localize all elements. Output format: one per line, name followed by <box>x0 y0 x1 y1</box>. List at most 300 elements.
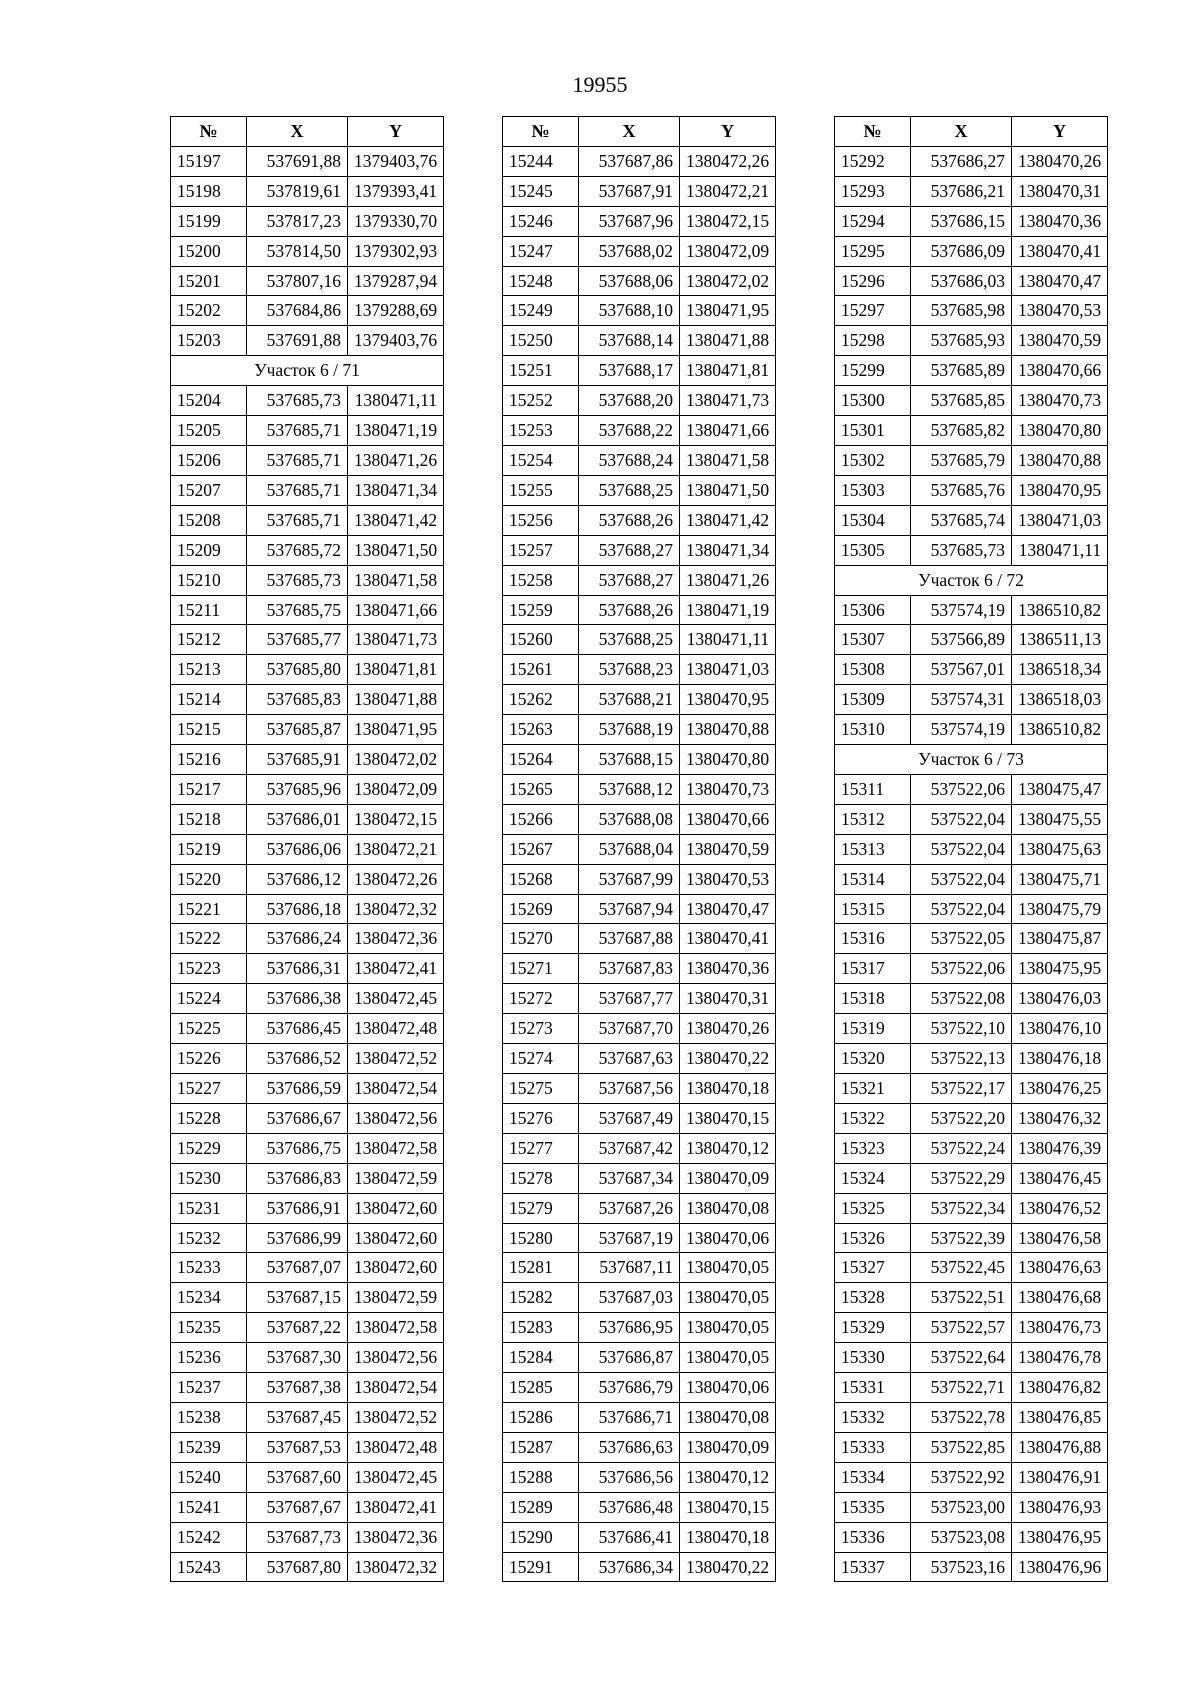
point-number: 15214 <box>171 685 247 715</box>
y-coordinate: 1380470,66 <box>1012 356 1108 386</box>
x-coordinate: 537687,99 <box>579 864 680 894</box>
x-coordinate: 537522,17 <box>911 1074 1012 1104</box>
x-coordinate: 537685,73 <box>911 535 1012 565</box>
x-coordinate: 537522,08 <box>911 984 1012 1014</box>
y-coordinate: 1380470,95 <box>680 685 776 715</box>
point-number: 15255 <box>503 475 579 505</box>
point-number: 15228 <box>171 1103 247 1133</box>
point-number: 15247 <box>503 236 579 266</box>
point-number: 15256 <box>503 505 579 535</box>
x-coordinate: 537687,07 <box>247 1253 348 1283</box>
y-coordinate: 1380470,22 <box>680 1044 776 1074</box>
x-coordinate: 537686,75 <box>247 1133 348 1163</box>
y-coordinate: 1380470,36 <box>680 954 776 984</box>
point-number: 15279 <box>503 1193 579 1223</box>
table-row <box>171 804 444 834</box>
table-row <box>835 1044 1108 1074</box>
point-number: 15287 <box>503 1432 579 1462</box>
y-coordinate: 1380471,42 <box>680 505 776 535</box>
y-coordinate: 1380472,59 <box>348 1163 444 1193</box>
table-row <box>503 1044 776 1074</box>
x-coordinate: 537522,51 <box>911 1283 1012 1313</box>
table-row <box>503 774 776 804</box>
table-row <box>171 266 444 296</box>
table-row <box>171 475 444 505</box>
table-row <box>171 236 444 266</box>
x-coordinate: 537686,12 <box>247 864 348 894</box>
y-coordinate: 1380471,95 <box>680 296 776 326</box>
point-number: 15304 <box>835 505 911 535</box>
point-number: 15285 <box>503 1373 579 1403</box>
x-coordinate: 537685,87 <box>247 715 348 745</box>
y-coordinate: 1380472,48 <box>348 1432 444 1462</box>
table-header-row <box>835 117 1108 147</box>
x-coordinate: 537686,56 <box>579 1462 680 1492</box>
table-row <box>171 416 444 446</box>
table-row <box>503 445 776 475</box>
y-coordinate: 1386510,82 <box>1012 715 1108 745</box>
x-coordinate: 537687,38 <box>247 1373 348 1403</box>
point-number: 15332 <box>835 1402 911 1432</box>
y-coordinate: 1380470,12 <box>680 1462 776 1492</box>
section-row <box>835 745 1108 775</box>
table-row <box>171 445 444 475</box>
x-coordinate: 537686,95 <box>579 1313 680 1343</box>
point-number: 15326 <box>835 1223 911 1253</box>
table-row <box>835 1462 1108 1492</box>
table-row <box>503 1253 776 1283</box>
table-row <box>171 1283 444 1313</box>
x-coordinate: 537574,19 <box>911 715 1012 745</box>
y-coordinate: 1380476,63 <box>1012 1253 1108 1283</box>
x-coordinate: 537523,08 <box>911 1522 1012 1552</box>
x-coordinate: 537522,85 <box>911 1432 1012 1462</box>
x-coordinate: 537688,19 <box>579 715 680 745</box>
point-number: 15272 <box>503 984 579 1014</box>
table-row <box>171 894 444 924</box>
x-coordinate: 537686,71 <box>579 1402 680 1432</box>
y-coordinate: 1380470,47 <box>680 894 776 924</box>
table-row <box>835 774 1108 804</box>
table-row <box>835 1193 1108 1223</box>
point-number: 15303 <box>835 475 911 505</box>
x-coordinate: 537687,15 <box>247 1283 348 1313</box>
y-coordinate: 1380476,68 <box>1012 1283 1108 1313</box>
table-row <box>835 475 1108 505</box>
y-coordinate: 1380470,53 <box>1012 296 1108 326</box>
table-row <box>171 1133 444 1163</box>
x-coordinate: 537522,04 <box>911 894 1012 924</box>
table-row <box>171 715 444 745</box>
y-coordinate: 1380476,95 <box>1012 1522 1108 1552</box>
table-row <box>503 655 776 685</box>
point-number: 15262 <box>503 685 579 715</box>
y-coordinate: 1380471,03 <box>1012 505 1108 535</box>
x-coordinate: 537686,18 <box>247 894 348 924</box>
table-row <box>835 386 1108 416</box>
y-coordinate: 1379393,41 <box>348 176 444 206</box>
table-row <box>171 745 444 775</box>
point-number: 15276 <box>503 1103 579 1133</box>
y-coordinate: 1379288,69 <box>348 296 444 326</box>
y-coordinate: 1380471,42 <box>348 505 444 535</box>
y-coordinate: 1380472,02 <box>348 745 444 775</box>
point-number: 15241 <box>171 1492 247 1522</box>
table-header-row <box>171 117 444 147</box>
table-row <box>835 954 1108 984</box>
y-coordinate: 1380472,52 <box>348 1402 444 1432</box>
table-row <box>171 1044 444 1074</box>
x-coordinate: 537688,14 <box>579 326 680 356</box>
y-coordinate: 1380472,59 <box>348 1283 444 1313</box>
point-number: 15226 <box>171 1044 247 1074</box>
point-number: 15197 <box>171 146 247 176</box>
y-coordinate: 1380472,45 <box>348 1462 444 1492</box>
point-number: 15227 <box>171 1074 247 1104</box>
table-row <box>835 1373 1108 1403</box>
point-number: 15265 <box>503 774 579 804</box>
y-coordinate: 1380472,32 <box>348 1552 444 1582</box>
y-coordinate: 1380471,11 <box>680 625 776 655</box>
table-row <box>171 1193 444 1223</box>
table-row <box>503 625 776 655</box>
table-row <box>503 475 776 505</box>
coordinates-table-2 <box>502 116 776 1582</box>
y-coordinate: 1380471,66 <box>680 416 776 446</box>
x-coordinate: 537522,04 <box>911 834 1012 864</box>
point-number: 15206 <box>171 445 247 475</box>
x-coordinate: 537686,91 <box>247 1193 348 1223</box>
y-coordinate: 1380471,66 <box>348 595 444 625</box>
point-number: 15322 <box>835 1103 911 1133</box>
y-coordinate: 1380476,18 <box>1012 1044 1108 1074</box>
y-coordinate: 1380470,05 <box>680 1313 776 1343</box>
y-coordinate: 1380471,88 <box>348 685 444 715</box>
table-row <box>503 535 776 565</box>
point-number: 15209 <box>171 535 247 565</box>
table-row <box>503 416 776 446</box>
point-number: 15219 <box>171 834 247 864</box>
x-coordinate: 537684,86 <box>247 296 348 326</box>
point-number: 15261 <box>503 655 579 685</box>
column-header-y: Y <box>348 117 444 147</box>
point-number: 15201 <box>171 266 247 296</box>
table-row <box>503 1103 776 1133</box>
x-coordinate: 537522,05 <box>911 924 1012 954</box>
point-number: 15202 <box>171 296 247 326</box>
point-number: 15269 <box>503 894 579 924</box>
point-number: 15284 <box>503 1343 579 1373</box>
y-coordinate: 1380471,50 <box>348 535 444 565</box>
point-number: 15282 <box>503 1283 579 1313</box>
table-row <box>171 1343 444 1373</box>
y-coordinate: 1380472,41 <box>348 1492 444 1522</box>
y-coordinate: 1380470,36 <box>1012 206 1108 236</box>
table-row <box>171 625 444 655</box>
y-coordinate: 1380472,54 <box>348 1373 444 1403</box>
table-row <box>171 1402 444 1432</box>
y-coordinate: 1380470,73 <box>1012 386 1108 416</box>
y-coordinate: 1380475,63 <box>1012 834 1108 864</box>
y-coordinate: 1380476,85 <box>1012 1402 1108 1432</box>
table-row <box>503 1193 776 1223</box>
point-number: 15199 <box>171 206 247 236</box>
x-coordinate: 537685,71 <box>247 445 348 475</box>
table-row <box>171 1522 444 1552</box>
point-number: 15333 <box>835 1432 911 1462</box>
table-row <box>835 1253 1108 1283</box>
table-row <box>171 1253 444 1283</box>
x-coordinate: 537685,91 <box>247 745 348 775</box>
x-coordinate: 537687,30 <box>247 1343 348 1373</box>
y-coordinate: 1380470,59 <box>680 834 776 864</box>
table-row <box>503 236 776 266</box>
x-coordinate: 537686,24 <box>247 924 348 954</box>
y-coordinate: 1380472,36 <box>348 1522 444 1552</box>
point-number: 15267 <box>503 834 579 864</box>
table-row <box>171 655 444 685</box>
table-row <box>171 146 444 176</box>
point-number: 15307 <box>835 625 911 655</box>
point-number: 15217 <box>171 774 247 804</box>
table-row <box>503 1373 776 1403</box>
point-number: 15293 <box>835 176 911 206</box>
y-coordinate: 1380472,09 <box>680 236 776 266</box>
x-coordinate: 537685,74 <box>911 505 1012 535</box>
y-coordinate: 1380471,81 <box>680 356 776 386</box>
x-coordinate: 537687,88 <box>579 924 680 954</box>
table-row <box>835 655 1108 685</box>
table-row <box>503 326 776 356</box>
point-number: 15220 <box>171 864 247 894</box>
x-coordinate: 537522,13 <box>911 1044 1012 1074</box>
table-row <box>171 565 444 595</box>
y-coordinate: 1380470,08 <box>680 1402 776 1432</box>
table-row <box>171 1462 444 1492</box>
x-coordinate: 537686,79 <box>579 1373 680 1403</box>
x-coordinate: 537522,04 <box>911 804 1012 834</box>
x-coordinate: 537686,87 <box>579 1343 680 1373</box>
column-header-x: X <box>247 117 348 147</box>
point-number: 15249 <box>503 296 579 326</box>
table-row <box>835 416 1108 446</box>
point-number: 15298 <box>835 326 911 356</box>
x-coordinate: 537685,71 <box>247 475 348 505</box>
point-number: 15212 <box>171 625 247 655</box>
table-row <box>835 1492 1108 1522</box>
x-coordinate: 537685,77 <box>247 625 348 655</box>
x-coordinate: 537687,26 <box>579 1193 680 1223</box>
x-coordinate: 537522,71 <box>911 1373 1012 1403</box>
y-coordinate: 1380472,09 <box>348 774 444 804</box>
table-row <box>171 1074 444 1104</box>
table-row <box>835 326 1108 356</box>
point-number: 15225 <box>171 1014 247 1044</box>
x-coordinate: 537687,60 <box>247 1462 348 1492</box>
point-number: 15275 <box>503 1074 579 1104</box>
table-row <box>835 1402 1108 1432</box>
point-number: 15334 <box>835 1462 911 1492</box>
y-coordinate: 1379403,76 <box>348 326 444 356</box>
y-coordinate: 1380476,03 <box>1012 984 1108 1014</box>
table-row <box>503 1432 776 1462</box>
table-row <box>835 1283 1108 1313</box>
x-coordinate: 537688,12 <box>579 774 680 804</box>
table-row <box>503 954 776 984</box>
table-row <box>503 595 776 625</box>
table-row <box>171 206 444 236</box>
table-row <box>835 206 1108 236</box>
x-coordinate: 537687,67 <box>247 1492 348 1522</box>
x-coordinate: 537688,22 <box>579 416 680 446</box>
point-number: 15254 <box>503 445 579 475</box>
table-row <box>171 774 444 804</box>
table-row <box>171 834 444 864</box>
x-coordinate: 537523,00 <box>911 1492 1012 1522</box>
y-coordinate: 1380472,15 <box>348 804 444 834</box>
y-coordinate: 1380470,95 <box>1012 475 1108 505</box>
y-coordinate: 1386518,34 <box>1012 655 1108 685</box>
y-coordinate: 1380471,58 <box>348 565 444 595</box>
point-number: 15242 <box>171 1522 247 1552</box>
table-row <box>171 1014 444 1044</box>
y-coordinate: 1380476,45 <box>1012 1163 1108 1193</box>
point-number: 15286 <box>503 1402 579 1432</box>
table-row <box>503 864 776 894</box>
y-coordinate: 1380470,53 <box>680 864 776 894</box>
point-number: 15288 <box>503 1462 579 1492</box>
x-coordinate: 537522,64 <box>911 1343 1012 1373</box>
table-row <box>171 1223 444 1253</box>
y-coordinate: 1380471,81 <box>348 655 444 685</box>
x-coordinate: 537687,45 <box>247 1402 348 1432</box>
x-coordinate: 537685,83 <box>247 685 348 715</box>
x-coordinate: 537685,72 <box>247 535 348 565</box>
x-coordinate: 537686,41 <box>579 1522 680 1552</box>
section-title: Участок 6 / 71 <box>171 356 444 386</box>
y-coordinate: 1386511,13 <box>1012 625 1108 655</box>
table-row <box>835 834 1108 864</box>
point-number: 15305 <box>835 535 911 565</box>
x-coordinate: 537522,06 <box>911 954 1012 984</box>
point-number: 15213 <box>171 655 247 685</box>
point-number: 15312 <box>835 804 911 834</box>
x-coordinate: 537687,83 <box>579 954 680 984</box>
x-coordinate: 537686,27 <box>911 146 1012 176</box>
point-number: 15207 <box>171 475 247 505</box>
x-coordinate: 537686,63 <box>579 1432 680 1462</box>
point-number: 15309 <box>835 685 911 715</box>
point-number: 15280 <box>503 1223 579 1253</box>
y-coordinate: 1380475,87 <box>1012 924 1108 954</box>
table-row <box>503 206 776 236</box>
table-row <box>503 1522 776 1552</box>
section-title: Участок 6 / 72 <box>835 565 1108 595</box>
section-title: Участок 6 / 73 <box>835 745 1108 775</box>
y-coordinate: 1380470,15 <box>680 1103 776 1133</box>
y-coordinate: 1380472,56 <box>348 1343 444 1373</box>
table-row <box>171 1552 444 1582</box>
y-coordinate: 1380471,88 <box>680 326 776 356</box>
x-coordinate: 537685,75 <box>247 595 348 625</box>
x-coordinate: 537687,94 <box>579 894 680 924</box>
y-coordinate: 1380470,26 <box>680 1014 776 1044</box>
point-number: 15308 <box>835 655 911 685</box>
table-row <box>835 924 1108 954</box>
point-number: 15224 <box>171 984 247 1014</box>
point-number: 15299 <box>835 356 911 386</box>
point-number: 15264 <box>503 745 579 775</box>
x-coordinate: 537686,59 <box>247 1074 348 1104</box>
table-row <box>171 954 444 984</box>
table-row <box>171 1373 444 1403</box>
y-coordinate: 1380472,54 <box>348 1074 444 1104</box>
y-coordinate: 1380472,58 <box>348 1313 444 1343</box>
point-number: 15300 <box>835 386 911 416</box>
table-row <box>835 595 1108 625</box>
x-coordinate: 537574,19 <box>911 595 1012 625</box>
table-row <box>171 296 444 326</box>
y-coordinate: 1380470,18 <box>680 1074 776 1104</box>
point-number: 15232 <box>171 1223 247 1253</box>
x-coordinate: 537686,48 <box>579 1492 680 1522</box>
table-row <box>835 1313 1108 1343</box>
y-coordinate: 1380471,26 <box>348 445 444 475</box>
x-coordinate: 537688,10 <box>579 296 680 326</box>
table-row <box>503 1552 776 1582</box>
table-row <box>835 984 1108 1014</box>
point-number: 15317 <box>835 954 911 984</box>
x-coordinate: 537686,03 <box>911 266 1012 296</box>
point-number: 15200 <box>171 236 247 266</box>
point-number: 15294 <box>835 206 911 236</box>
column-header-number: № <box>171 117 247 147</box>
point-number: 15251 <box>503 356 579 386</box>
table-row <box>835 1343 1108 1373</box>
y-coordinate: 1380472,45 <box>348 984 444 1014</box>
table-row <box>503 146 776 176</box>
y-coordinate: 1380470,80 <box>680 745 776 775</box>
x-coordinate: 537685,96 <box>247 774 348 804</box>
table-row <box>835 894 1108 924</box>
point-number: 15250 <box>503 326 579 356</box>
point-number: 15315 <box>835 894 911 924</box>
table-row <box>171 386 444 416</box>
y-coordinate: 1380470,31 <box>680 984 776 1014</box>
table-row <box>503 1163 776 1193</box>
column-header-x: X <box>911 117 1012 147</box>
point-number: 15237 <box>171 1373 247 1403</box>
table-row <box>835 146 1108 176</box>
y-coordinate: 1380476,78 <box>1012 1343 1108 1373</box>
x-coordinate: 537817,23 <box>247 206 348 236</box>
table-row <box>835 296 1108 326</box>
point-number: 15266 <box>503 804 579 834</box>
x-coordinate: 537688,26 <box>579 505 680 535</box>
table-row <box>835 1133 1108 1163</box>
x-coordinate: 537688,08 <box>579 804 680 834</box>
y-coordinate: 1380470,59 <box>1012 326 1108 356</box>
y-coordinate: 1380476,91 <box>1012 1462 1108 1492</box>
point-number: 15319 <box>835 1014 911 1044</box>
y-coordinate: 1380471,19 <box>348 416 444 446</box>
y-coordinate: 1380476,25 <box>1012 1074 1108 1104</box>
table-row <box>835 1014 1108 1044</box>
x-coordinate: 537687,77 <box>579 984 680 1014</box>
table-row <box>171 984 444 1014</box>
x-coordinate: 537687,73 <box>247 1522 348 1552</box>
table-row <box>171 535 444 565</box>
